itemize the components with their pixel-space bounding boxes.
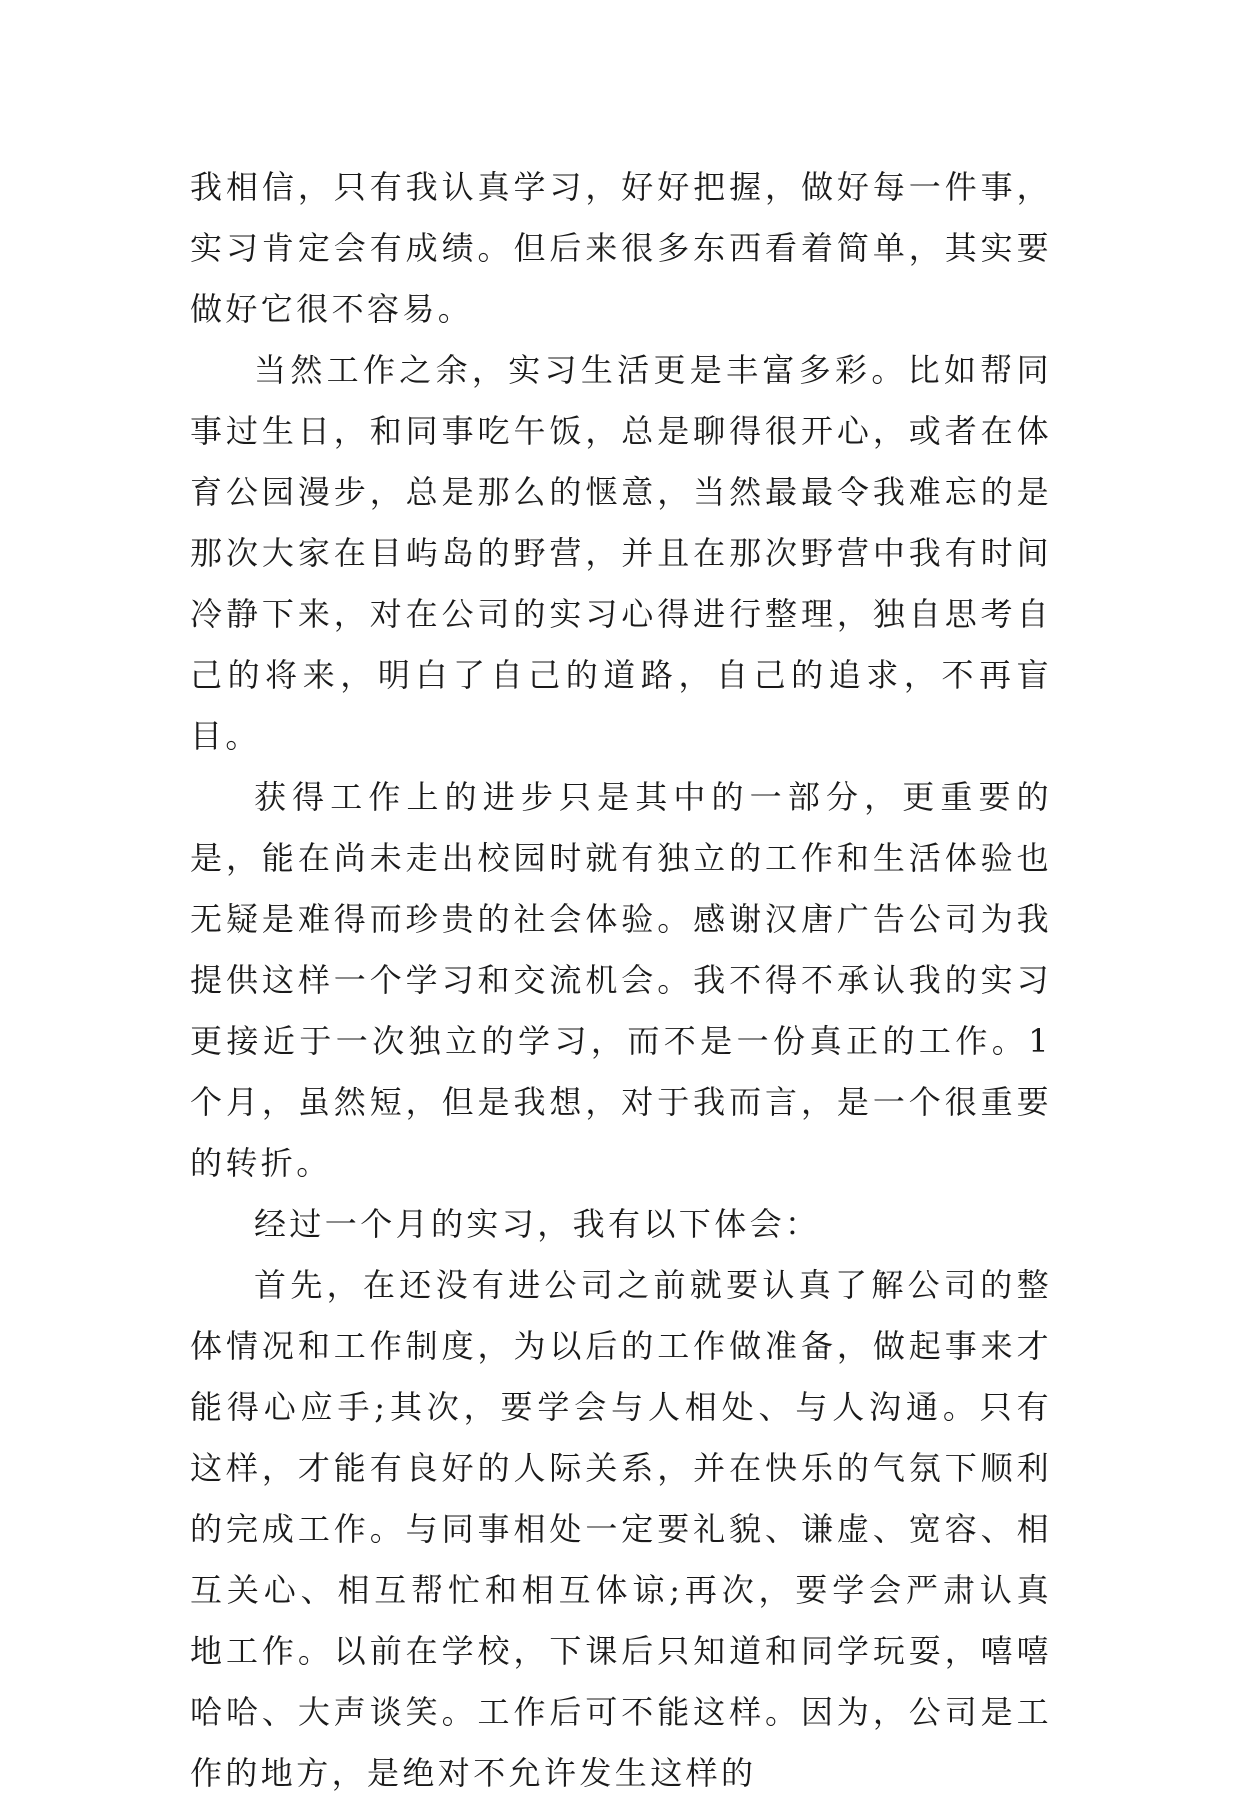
paragraph-4: 经过一个月的实习，我有以下体会：: [254, 1205, 821, 1243]
paragraph-5: 首先，在还没有进公司之前就要认真了解公司的整体情况和工作制度，为以后的工作做准备，做起事来才能得心应手;其次，要学会与人相处、与人沟通。只有这样，才能有良好的人际关系，并在快乐的气氛下顺利的完成工作。与同事相处一定要礼貌、谦虚、宽容、相互关心、相互帮忙和相互体谅;再次，要学会严肃认真地工作。以前在学校，下课后只知道和同学玩耍，嘻嘻哈哈、大声谈笑。工作后可不能这样。因为，公司是工作的地方，是绝对不允许发生这样的: [190, 1266, 1052, 1792]
paragraph-3: 获得工作上的进步只是其中的一部分，更重要的是，能在尚未走出校园时就有独立的工作和生活体验也无疑是难得而珍贵的社会体验。感谢汉唐广告公司为我提供这样一个学习和交流机会。我不得不承认我的实习更接近于一次独立的学习，而不是一份真正的工作。1个月，虽然短，但是我想，对于我而言，是一个很重要的转折。: [190, 778, 1052, 1182]
paragraph-1: 我相信，只有我认真学习，好好把握，做好每一件事，实习肯定会有成绩。但后来很多东西看着简单，其实要做好它很不容易。: [190, 168, 1052, 328]
document-body: [190, 157, 1052, 1804]
paragraph-2: 当然工作之余，实习生活更是丰富多彩。比如帮同事过生日，和同事吃午饭，总是聊得很开心，或者在体育公园漫步，总是那么的惬意，当然最最令我难忘的是那次大家在目屿岛的野营，并且在那次野营中我有时间冷静下来，对在公司的实习心得进行整理，独自思考自己的将来，明白了自己的道路，自己的追求，不再盲目。: [190, 351, 1052, 755]
